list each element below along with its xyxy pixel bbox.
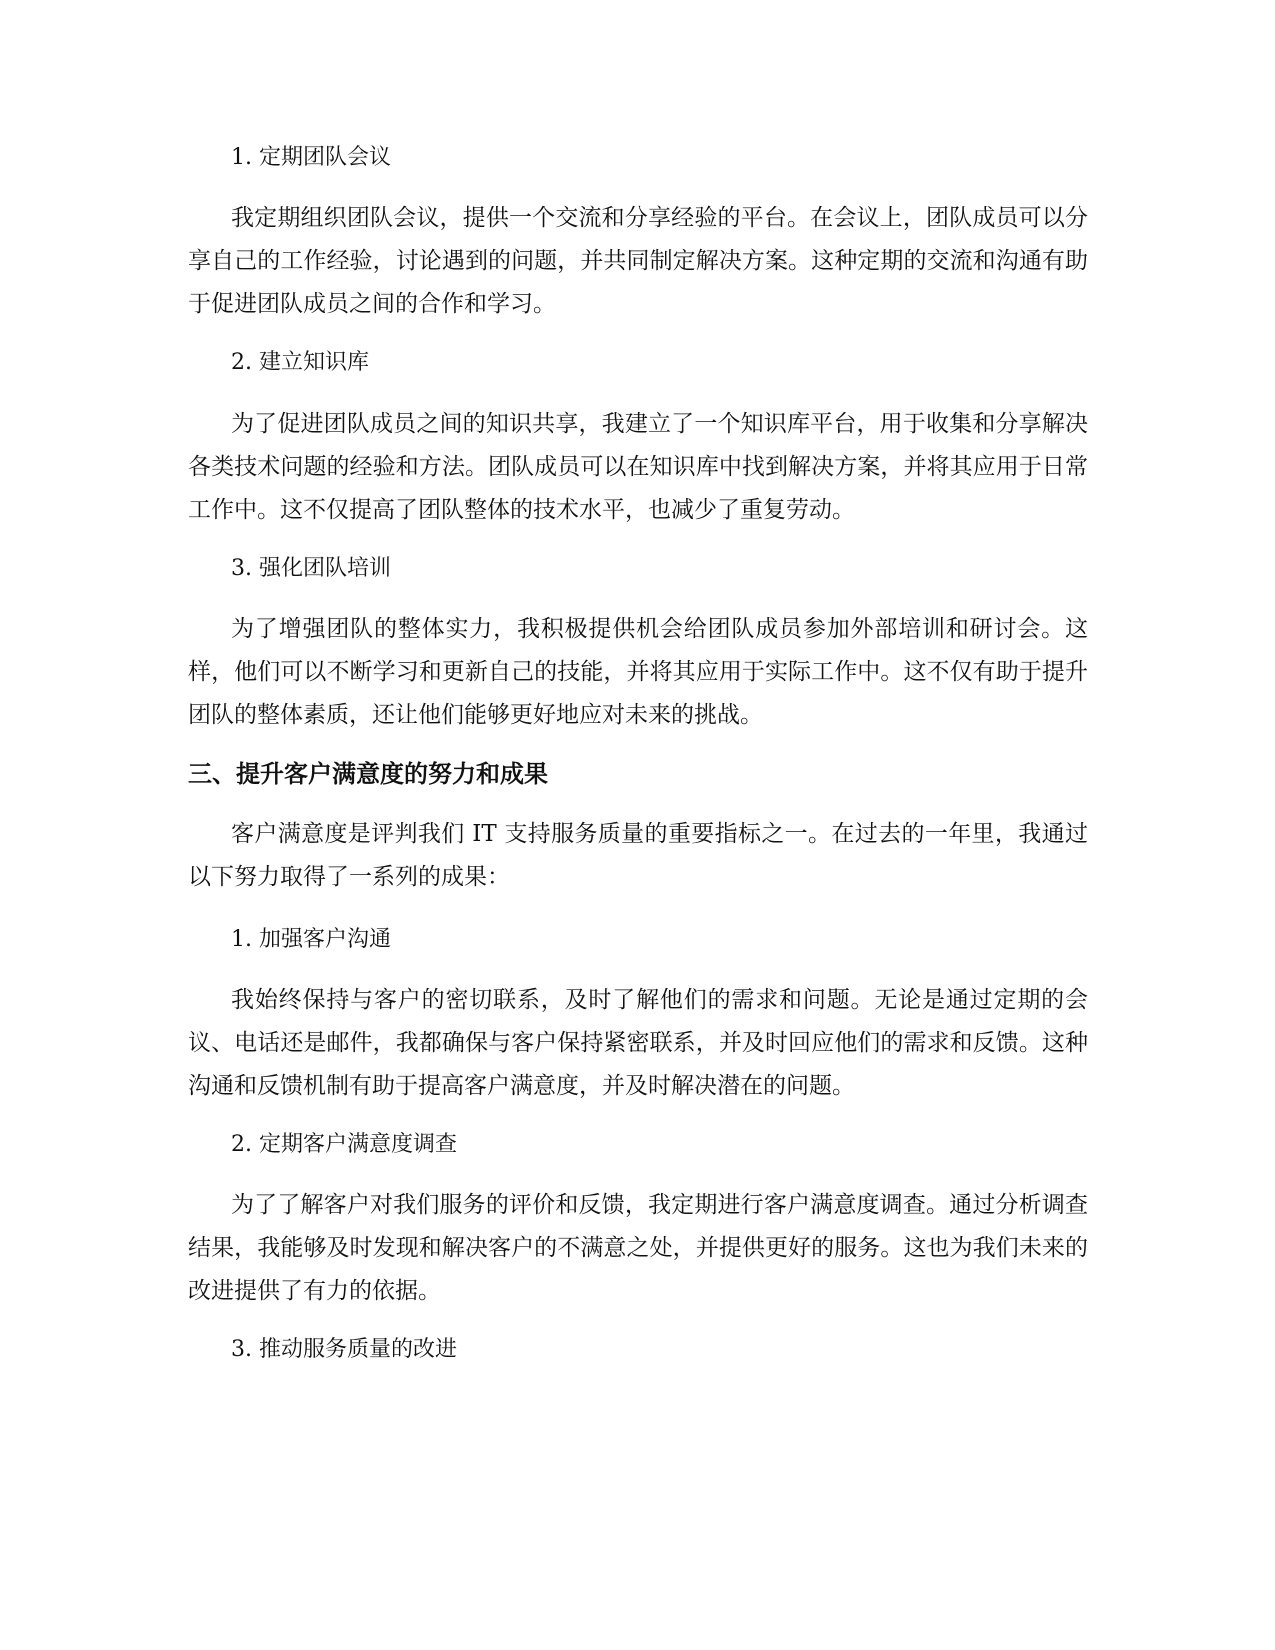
list-item-service-quality-improvement: 3. 推动服务质量的改进 [231, 1337, 457, 1362]
list-item-regular-team-meetings: 1. 定期团队会议 [231, 145, 391, 170]
list-item-satisfaction-survey: 2. 定期客户满意度调查 [231, 1132, 457, 1157]
paragraph-team-meetings: 我定期组织团队会议，提供一个交流和分享经验的平台。在会议上，团队成员可以分享自己的工作经验，讨论遇到的问题，并共同制定解决方案。这种定期的交流和沟通有助于促进团队成员之间的合作和学习。 [188, 205, 1088, 317]
list-item-knowledge-base: 2. 建立知识库 [231, 350, 369, 375]
paragraph-team-training: 为了增强团队的整体实力，我积极提供机会给团队成员参加外部培训和研讨会。这样，他们可以不断学习和更新自己的技能，并将其应用于实际工作中。这不仅有助于提升团队的整体素质，还让他们能够更好地应对未来的挑战。 [188, 616, 1088, 728]
paragraph-customer-satisfaction-intro: 客户满意度是评判我们 IT 支持服务质量的重要指标之一。在过去的一年里，我通过以下努力取得了一系列的成果： [188, 821, 1088, 890]
list-item-customer-communication: 1. 加强客户沟通 [231, 927, 391, 952]
list-item-team-training: 3. 强化团队培训 [231, 556, 391, 581]
paragraph-knowledge-base: 为了促进团队成员之间的知识共享，我建立了一个知识库平台，用于收集和分享解决各类技术问题的经验和方法。团队成员可以在知识库中找到解决方案，并将其应用于日常工作中。这不仅提高了团队整体的技术水平，也减少了重复劳动。 [188, 411, 1088, 523]
paragraph-satisfaction-survey: 为了了解客户对我们服务的评价和反馈，我定期进行客户满意度调查。通过分析调查结果，我能够及时发现和解决客户的不满意之处，并提供更好的服务。这也为我们未来的改进提供了有力的依据。 [188, 1192, 1088, 1304]
paragraph-customer-communication: 我始终保持与客户的密切联系，及时了解他们的需求和问题。无论是通过定期的会议、电话还是邮件，我都确保与客户保持紧密联系，并及时回应他们的需求和反馈。这种沟通和反馈机制有助于提高客户满意度，并及时解决潜在的问题。 [188, 987, 1088, 1099]
section-heading-customer-satisfaction: 三、提升客户满意度的努力和成果 [188, 760, 548, 788]
